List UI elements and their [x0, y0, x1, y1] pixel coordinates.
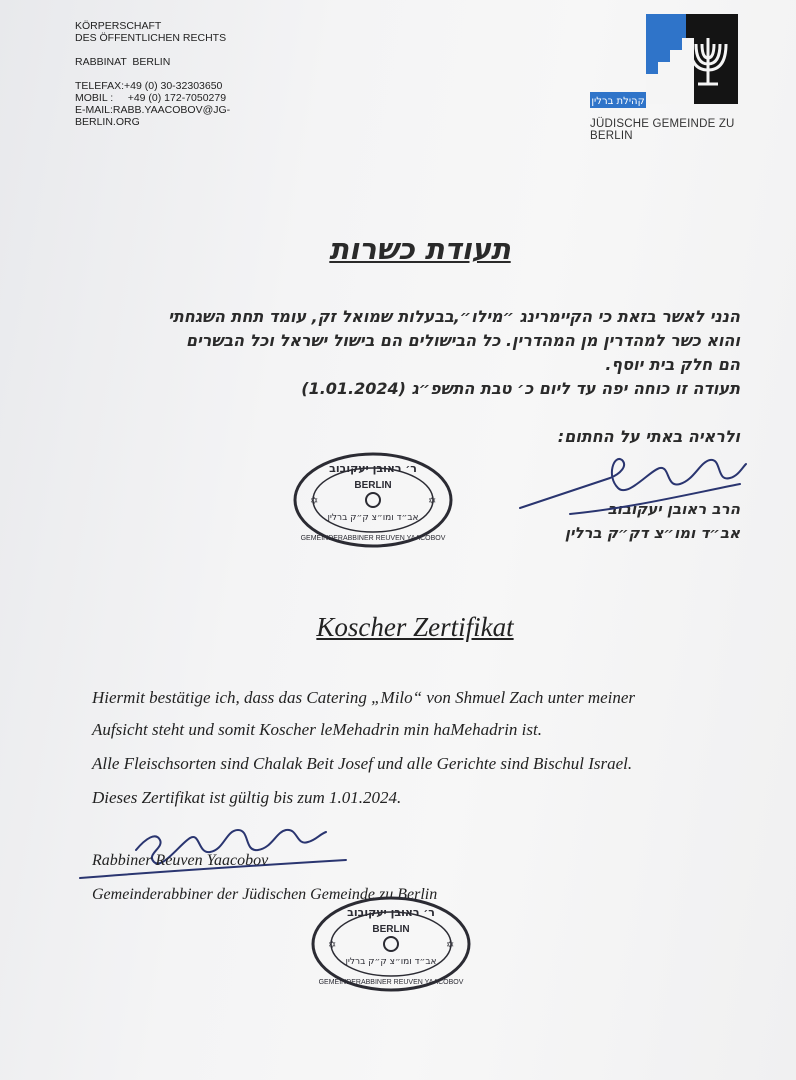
- german-signer-name: Rabbiner Reuven Yaacobov: [92, 852, 269, 869]
- letterhead-line: RABBINAT BERLIN: [75, 56, 171, 68]
- letterhead-email: E-MAIL:RABB.YAACOBOV@JG-: [75, 104, 231, 116]
- letterhead-line: DES ÖFFENTLICHEN RECHTS: [75, 32, 227, 44]
- letterhead-line: KÖRPERSCHAFT: [75, 20, 162, 32]
- german-validity-line: Dieses Zertifikat ist gültig bis zum 1.01.2024.: [92, 788, 402, 807]
- stamp-mid-text: אב״ד ומו״צ ק״ק ברלין: [327, 513, 419, 523]
- star-of-david-icon: ✡: [428, 496, 437, 507]
- german-title: Koscher Zertifikat: [316, 612, 514, 642]
- rabbinate-stamp: [292, 450, 454, 550]
- german-paragraph-line: Aufsicht steht und somit Koscher leMehadrin min haMehadrin ist.: [92, 720, 542, 739]
- hebrew-paragraph-line: הנני לאשר בזאת כי הקיימרינג ״מילו״,בבעלות שמואל זק, עומד תחת השגחתי: [168, 307, 740, 326]
- stamp-city: BERLIN: [354, 480, 392, 491]
- stamp-bottom-text: GEMEINDERABBINER REUVEN YAACOBOV: [300, 535, 446, 542]
- logo-caption: JÜDISCHE GEMEINDE ZU BERLIN: [590, 118, 735, 142]
- hebrew-signer-name: הרב ראובן יעקובוב: [607, 500, 740, 518]
- star-of-david-icon: ✡: [310, 496, 319, 507]
- stamp-city: BERLIN: [372, 924, 410, 935]
- stamp-bottom-text: GEMEINDERABBINER REUVEN YAACOBOV: [318, 979, 464, 986]
- star-of-david-icon: ✡: [328, 940, 337, 951]
- stamp-top-text: ר׳ ראובן יעקובוב: [329, 462, 417, 475]
- hebrew-validity-line: תעודה זו כוחה יפה עד ליום כ׳ טבת התשפ״ג (1.01.2024): [301, 379, 740, 398]
- signature-hebrew: [510, 448, 750, 528]
- hebrew-title: תעודת כשרות: [329, 232, 511, 266]
- letterhead-mobile: MOBIL : +49 (0) 172-7050279: [75, 92, 227, 104]
- german-paragraph-line: Alle Fleischsorten sind Chalak Beit Josef und alle Gerichte sind Bischul Israel.: [92, 754, 633, 773]
- logo-hebrew-label: קהילת ברלין: [591, 96, 645, 107]
- letterhead-phone: TELEFAX:+49 (0) 30-32303650: [75, 80, 223, 92]
- german-signer-role: Gemeinderabbiner der Jüdischen Gemeinde zu Berlin: [92, 886, 438, 903]
- star-of-david-icon: ✡: [446, 940, 455, 951]
- hebrew-paragraph-line: הם חלק בית יוסף.: [605, 355, 740, 374]
- hebrew-signer-title: אב״ד ומו״צ דק״ק ברלין: [564, 524, 740, 542]
- rabbinate-stamp-bottom: [310, 894, 472, 994]
- stamp-top-text: ר׳ ראובן יעקובוב: [347, 906, 435, 919]
- community-logo: [590, 14, 738, 110]
- letterhead-email-cont: BERLIN.ORG: [75, 116, 140, 128]
- hebrew-attestation: ולראיה באתי על החתום:: [557, 427, 740, 446]
- hebrew-paragraph-line: והוא כשר למהדרין מן המהדרין. כל הבישולים הם בישול ישראל וכל הבשרים: [185, 331, 740, 350]
- german-paragraph-line: Hiermit bestätige ich, dass das Catering „Milo“ von Shmuel Zach unter meiner: [92, 688, 636, 707]
- stamp-mid-text: אב״ד ומו״צ ק״ק ברלין: [345, 957, 437, 967]
- letterhead-contact: [75, 20, 275, 128]
